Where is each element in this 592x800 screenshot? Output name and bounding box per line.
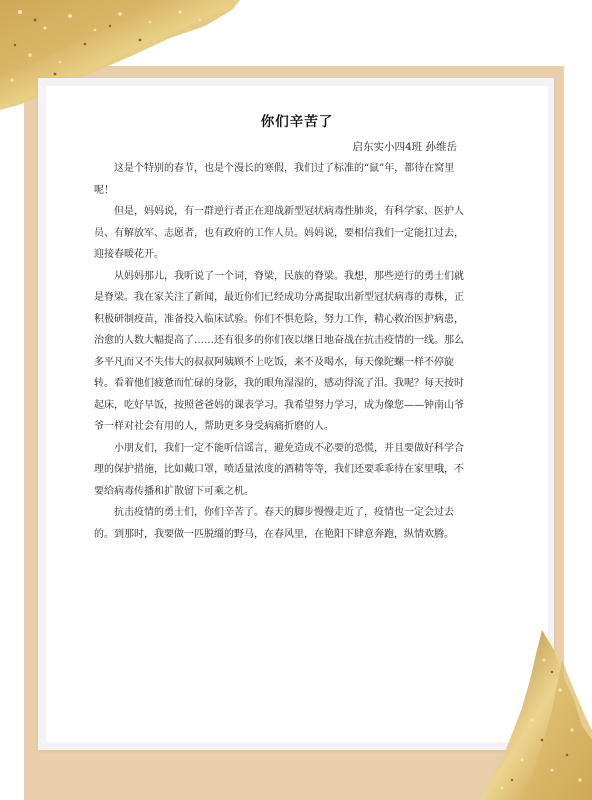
paragraph: 这是个特别的春节，也是个漫长的寒假，我们过了标准的“鼠”年，都待在窝里呢！ [94, 163, 455, 196]
essay-body [94, 158, 468, 545]
author-byline: 启东实小四4班 孙维岳 [352, 141, 457, 153]
paragraph: 抗击疫情的勇士们，你们辛苦了。春天的脚步慢慢走近了，疫情也一定会过去的。到那时，我要做一匹脱缰的野马，在春风里，在艳阳下肆意奔跑，纵情欢腾。 [94, 507, 454, 540]
gold-glitter-bottom-right [482, 630, 592, 800]
document-title: 你们辛苦了 [260, 114, 334, 130]
paragraph: 从妈妈那儿，我听说了一个词，脊梁，民族的脊梁。我想，那些逆行的勇士们就是脊梁。我在家关注了新闻，最近你们已经成功分离提取出新型冠状病毒的毒株，正积极研制疫苗，准备投入临床试验。你们不惧危险，努力工作，精心救治医护病患，治愈的人数大幅提高了……还有很多的你们夜以继日地奋战在抗击疫情的一线。那么多平凡而又不失伟大的叔叔阿姨顾不上吃饭，来不及喝水，每天像陀螺一样不停旋转。看着他们疲惫而忙碌的身影，我的眼角湿湿的，感动得流了泪。我呢？每天按时起床，吃好早饭，按照爸爸妈的课表学习。我希望努力学习，成为像您——钟南山爷爷一样对社会有用的人，帮助更多身受病痛折磨的人。 [94, 270, 464, 432]
paragraph: 小朋友们，我们一定不能听信谣言，避免造成不必要的恐慌，并且要做好科学合理的保护措施，比如戴口罩，喷适量浓度的酒精等等，我们还要乖乖待在家里哦，不要给病毒传播和扩散留下可乘之机。 [94, 442, 464, 497]
paragraph: 但是，妈妈说，有一群逆行者正在迎战新型冠状病毒性肺炎，有科学家、医护人员、有解放军、志愿者，也有政府的工作人员。妈妈说，要相信我们一定能扛过去，迎接春暖花开。 [94, 206, 464, 260]
